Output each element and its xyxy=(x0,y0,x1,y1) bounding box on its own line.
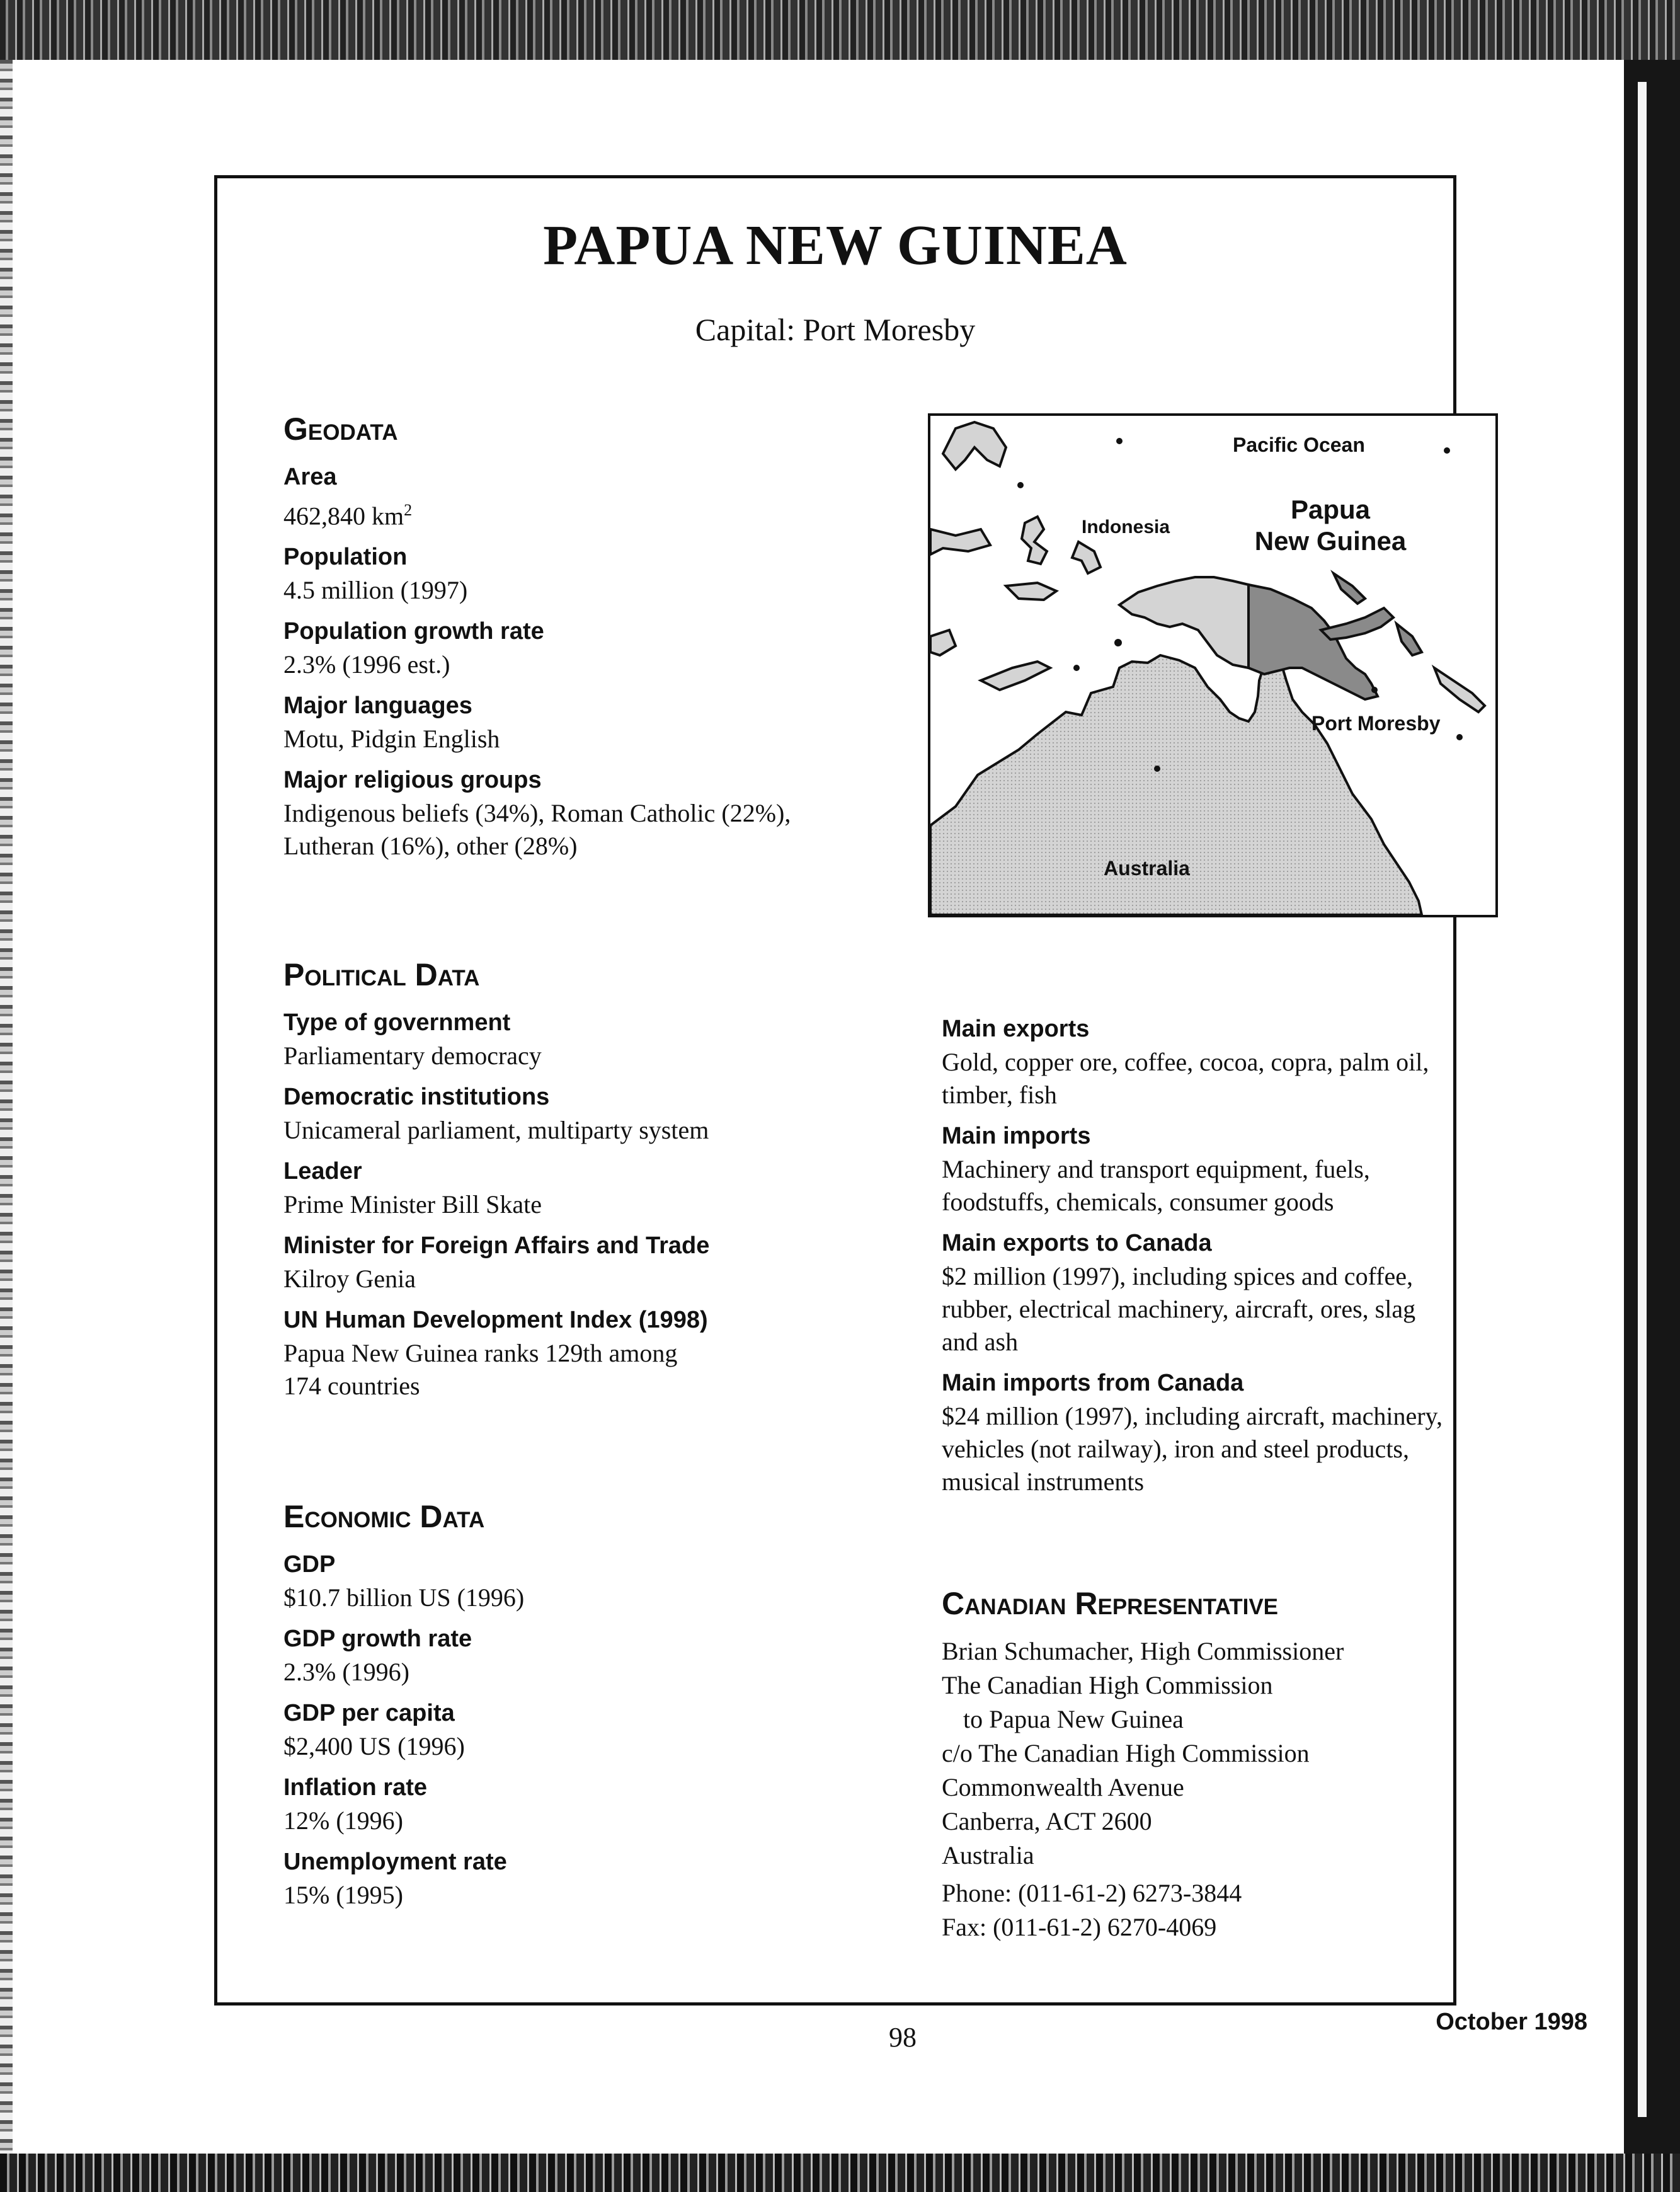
island-borneo-edge xyxy=(930,529,990,554)
island-dot-3 xyxy=(1017,482,1024,488)
institutions-value: Unicameral parliament, multiparty system xyxy=(283,1116,709,1144)
trade-section xyxy=(942,1012,1483,1506)
geodata-section xyxy=(283,411,913,870)
exports-line-1: Gold, copper ore, coffee, cocoa, copra, palm oil, xyxy=(942,1048,1429,1076)
representative-line-5: Commonwealth Avenue xyxy=(942,1773,1184,1801)
unemployment-value: 15% (1995) xyxy=(283,1881,403,1909)
gdp-growth-label: GDP growth rate xyxy=(283,1626,472,1652)
imports-line-2: foodstuffs, chemicals, consumer goods xyxy=(942,1188,1334,1216)
island-seram xyxy=(1006,583,1056,600)
economic-section xyxy=(283,1498,913,1919)
map-label-png-line-1: Papua xyxy=(1290,495,1371,524)
population-value: 4.5 million (1997) xyxy=(283,576,468,605)
island-bougainville xyxy=(1397,624,1422,655)
map-label-png-line-2: New Guinea xyxy=(1254,526,1407,556)
hdi-label: UN Human Development Index (1998) xyxy=(283,1307,708,1333)
imports-canada-line-3: musical instruments xyxy=(942,1467,1145,1496)
scan-border-right-gap xyxy=(1638,82,1647,2117)
gdp-field xyxy=(283,1547,913,1614)
imports-field xyxy=(942,1119,1483,1219)
island-halmahera xyxy=(1072,542,1100,573)
languages-field xyxy=(283,689,913,755)
representative-section xyxy=(942,1585,1483,1944)
imports-canada-line-2: vehicles (not railway), iron and steel products, xyxy=(942,1435,1409,1463)
map-label-port-moresby: Port Moresby xyxy=(1311,712,1441,735)
map-label-pacific-ocean: Pacific Ocean xyxy=(1233,433,1365,456)
geodata-heading: Geodata xyxy=(283,411,398,447)
unemployment-field xyxy=(283,1845,913,1912)
island-new-ireland xyxy=(1334,573,1365,604)
gdp-capita-field xyxy=(283,1696,913,1763)
growth-label: Population growth rate xyxy=(283,618,544,645)
government-field xyxy=(283,1006,913,1072)
island-northwest xyxy=(943,422,1006,469)
island-dot-5 xyxy=(1073,665,1080,671)
gdp-value: $10.7 billion US (1996) xyxy=(283,1583,525,1612)
area-field xyxy=(283,460,913,532)
island-dot-8 xyxy=(1371,687,1378,693)
inflation-label: Inflation rate xyxy=(283,1774,428,1801)
institutions-field xyxy=(283,1080,913,1147)
exports-line-2: timber, fish xyxy=(942,1081,1057,1109)
minister-value: Kilroy Genia xyxy=(283,1265,416,1293)
island-new-britain xyxy=(1321,608,1393,640)
representative-line-6: Canberra, ACT 2600 xyxy=(942,1807,1152,1835)
languages-label: Major languages xyxy=(283,692,472,720)
exports-canada-line-1: $2 million (1997), including spices and coffee, xyxy=(942,1262,1413,1290)
gdp-growth-field xyxy=(283,1622,913,1689)
representative-phone: Phone: (011-61-2) 6273-3844 xyxy=(942,1879,1242,1907)
gdp-capita-label: GDP per capita xyxy=(283,1700,455,1726)
economic-heading: Economic Data xyxy=(283,1499,485,1534)
map-drawing xyxy=(930,416,1495,915)
inflation-field xyxy=(283,1770,913,1837)
leader-value: Prime Minister Bill Skate xyxy=(283,1190,542,1219)
area-value xyxy=(283,494,913,532)
scan-border-top xyxy=(0,0,1680,60)
population-field xyxy=(283,540,913,607)
imports-canada-label: Main imports from Canada xyxy=(942,1370,1244,1396)
island-solomons xyxy=(1434,668,1485,712)
gdp-capita-value: $2,400 US (1996) xyxy=(283,1732,465,1760)
exports-canada-field xyxy=(942,1226,1483,1358)
island-sulawesi xyxy=(1022,517,1047,564)
imports-line-1: Machinery and transport equipment, fuels, xyxy=(942,1155,1370,1183)
gdp-growth-value: 2.3% (1996) xyxy=(283,1658,409,1686)
religion-label: Major religious groups xyxy=(283,767,542,794)
representative-heading: Canadian Representative xyxy=(942,1586,1279,1621)
island-timor xyxy=(981,662,1050,690)
imports-canada-field xyxy=(942,1366,1483,1498)
political-heading: Political Data xyxy=(283,957,480,992)
scan-border-bottom xyxy=(0,2154,1680,2192)
area-number: 462,840 km xyxy=(283,502,404,531)
representative-line-2: The Canadian High Commission xyxy=(942,1671,1273,1699)
island-dot-7 xyxy=(1456,734,1463,740)
region-map xyxy=(928,413,1498,917)
area-label: Area xyxy=(283,464,337,490)
page-date: October 1998 xyxy=(1436,2009,1587,2035)
map-label-indonesia: Indonesia xyxy=(1082,517,1170,537)
page-title: PAPUA NEW GUINEA xyxy=(543,214,1128,277)
languages-value: Motu, Pidgin English xyxy=(283,725,500,754)
institutions-label: Democratic institutions xyxy=(283,1084,550,1110)
map-label-australia: Australia xyxy=(1104,857,1190,880)
representative-line-7: Australia xyxy=(942,1841,1034,1869)
population-label: Population xyxy=(283,544,408,571)
imports-label: Main imports xyxy=(942,1123,1091,1149)
representative-line-1: Brian Schumacher, High Commissioner xyxy=(942,1637,1344,1665)
growth-field xyxy=(283,614,913,681)
area-superscript: 2 xyxy=(404,501,413,519)
representative-line-3: to Papua New Guinea xyxy=(963,1705,1184,1733)
government-value: Parliamentary democracy xyxy=(283,1041,542,1070)
exports-label: Main exports xyxy=(942,1016,1090,1042)
representative-fax: Fax: (011-61-2) 6270-4069 xyxy=(942,1913,1217,1941)
island-sulawesi-south xyxy=(930,630,956,655)
hdi-field xyxy=(283,1303,913,1403)
growth-value: 2.3% (1996 est.) xyxy=(283,650,450,679)
religion-line-2: Lutheran (16%), other (28%) xyxy=(283,832,578,861)
capital-line: Capital: Port Moresby xyxy=(695,312,976,347)
unemployment-label: Unemployment rate xyxy=(283,1849,507,1875)
religion-field xyxy=(283,763,913,863)
scan-border-left xyxy=(0,60,13,2154)
hdi-line-1: Papua New Guinea ranks 129th among xyxy=(283,1339,678,1367)
exports-canada-line-2: rubber, electrical machinery, aircraft, ores, slag xyxy=(942,1295,1416,1323)
political-section xyxy=(283,956,913,1410)
island-dot-4 xyxy=(1114,639,1122,646)
island-dot-6 xyxy=(1154,766,1160,772)
exports-canada-label: Main exports to Canada xyxy=(942,1230,1212,1256)
inflation-value: 12% (1996) xyxy=(283,1806,403,1835)
minister-label: Minister for Foreign Affairs and Trade xyxy=(283,1232,710,1259)
island-dot-2 xyxy=(1444,447,1450,454)
leader-label: Leader xyxy=(283,1158,362,1185)
island-dot-1 xyxy=(1116,438,1123,444)
indonesia-new-guinea xyxy=(1119,577,1249,668)
leader-field xyxy=(283,1154,913,1221)
representative-line-4: c/o The Canadian High Commission xyxy=(942,1739,1310,1767)
scan-border-right xyxy=(1624,60,1680,2154)
hdi-line-2: 174 countries xyxy=(283,1372,420,1400)
minister-field xyxy=(283,1229,913,1295)
religion-line-1: Indigenous beliefs (34%), Roman Catholic (22%), xyxy=(283,799,791,828)
exports-field xyxy=(942,1012,1483,1111)
gdp-label: GDP xyxy=(283,1551,336,1578)
imports-canada-line-1: $24 million (1997), including aircraft, machinery, xyxy=(942,1402,1443,1430)
exports-canada-line-3: and ash xyxy=(942,1328,1019,1356)
government-label: Type of government xyxy=(283,1009,511,1036)
page-number: 98 xyxy=(889,2022,917,2053)
